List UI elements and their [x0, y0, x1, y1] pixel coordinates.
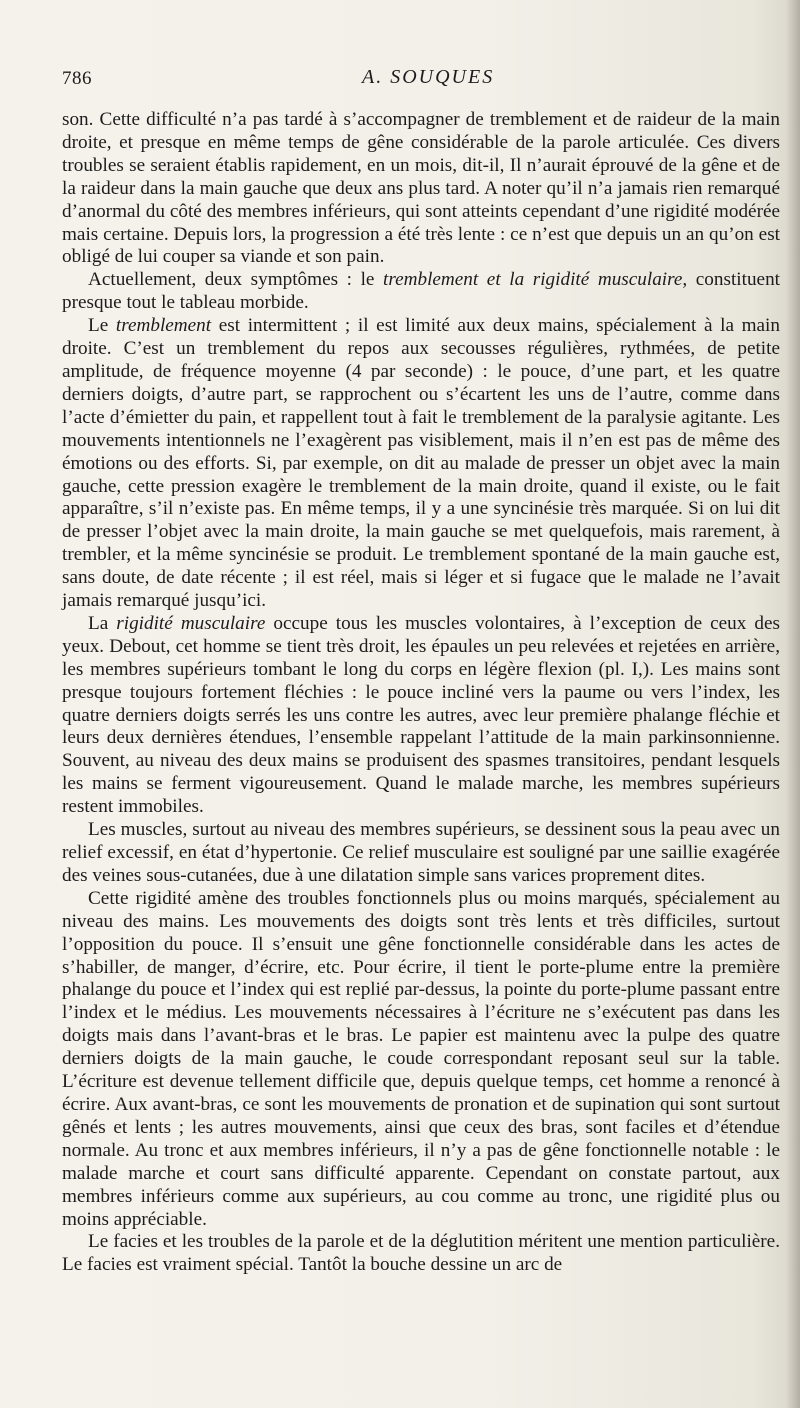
- paragraph: [62, 315, 780, 613]
- body-text: [62, 109, 780, 1277]
- text-run: Les muscles, surtout au niveau des membres supérieurs, se dessinent sous la peau avec un relief excessif, en état d’hypertonie. Ce relief musculaire est souligné par une saillie exagérée des veines sous-cutanées, due à une dilatation simple sans varices proprement dites.: [62, 819, 780, 886]
- paragraph: [62, 819, 780, 888]
- page-edge-shadow: [786, 0, 800, 1408]
- italic-text-run: rigidité musculaire: [116, 612, 266, 634]
- text-run: Actuellement, deux symptômes : le: [88, 269, 384, 291]
- text-run: La: [88, 612, 117, 634]
- paragraph: [62, 613, 780, 819]
- paragraph: [62, 269, 780, 315]
- text-run: occupe tous les muscles volontaires, à l’exception de ceux des yeux. Debout, cet homme se tient très droit, les épaules un peu relevées et rejetées en arrière, les membres supérieurs tombant le long du corps en légère flexion (pl. I,). Les mains sont presque toujours fortement fléchies : le pouce incliné vers la paume ou vers l’index, les quatre derniers doigts serrés les uns contre les autres, avec leur première phalange fléchie et leurs deux dernières étendues, l’ensemble rappelant l’attitude de la main parkinsonnienne. Souvent, au niveau des deux mains se produisent des spasmes transitoires, pendant lesquels les mains se ferment vigoureusement. Quand le malade marche, les membres supérieurs restent immobiles.: [62, 612, 780, 818]
- text-run: son. Cette difficulté n’a pas tardé à s’accompagner de tremblement et de raideur de la main droite, et presque en même temps de gêne considérable de la parole articulée. Ces divers troubles se seraient établis rapidement, en un mois, dit-il, Il n’aurait éprouvé de la gêne et de la raideur dans la main gauche que deux ans plus tard. A noter qu’il n’a jamais rien remarqué d’anormal du côté des membres inférieurs, qui sont atteints cependant d’une rigidité modérée mais certaine. Depuis lors, la progression a été très lente : ce n’est que depuis un an qu’on est obligé de lui couper sa viande et son pain.: [62, 109, 780, 268]
- paragraph: [62, 109, 780, 269]
- paragraph: [62, 1231, 780, 1277]
- page-number: 786: [62, 68, 92, 89]
- text-run: Le facies et les troubles de la parole et de la déglutition méritent une mention particulière. Le facies est vraiment spécial. Tantôt la bouche dessine un arc de: [62, 1231, 780, 1276]
- italic-text-run: tremblement: [115, 315, 212, 337]
- running-head: A. SOUQUES: [362, 66, 495, 88]
- italic-text-run: tremblement et la rigidité musculaire,: [383, 269, 688, 291]
- text-run: est intermittent ; il est limité aux deux mains, spécialement à la main droite. C’est un tremblement du repos aux secousses régulières, rythmées, de petite amplitude, de fréquence moyenne (4 par seconde) : le pouce, d’une part, et les quatre derniers doigts, d’autre part, se rapprochent ou s’écartent les uns de l’autre, comme dans l’acte d’émietter du pain, et rappellent tout à fait le tremblement de la paralysie agitante. Les mouvements intentionnels ne l’exagèrent pas visiblement, mais il n’en est pas de même des émotions ou des efforts. Si, par exemple, on dit au malade de presser un objet avec la main gauche, cette pression exagère le tremblement de la main droite, quand il existe, ou le fait apparaître, s’il n’existe pas. En même temps, il y a une syncinésie très marquée. Si on lui dit de presser l’objet avec la main droite, la main gauche se met quelquefois, mais rarement, à trembler, et la même syncinésie se produit. Le tremblement spontané de la main gauche est, sans doute, de date récente ; il est réel, mais si léger et si fugace que le malade ne l’avait jamais remarqué jusqu’ici.: [62, 315, 780, 612]
- text-run: Cette rigidité amène des troubles fonctionnels plus ou moins marqués, spécialement au niveau des mains. Les mouvements des doigts sont très lents et très difficiles, surtout l’opposition du pouce. Il s’ensuit une gêne fonctionnelle considérable dans les actes de s’habiller, de manger, d’écrire, etc. Pour écrire, il tient le porte-plume entre la première phalange du pouce et l’index qui est replié par-dessus, la pointe du porte-plume passant entre l’index et le médius. Les mouvements nécessaires à l’écriture ne s’exécutent pas dans les doigts mais dans l’avant-bras et le bras. Le papier est maintenu avec la pulpe des quatre derniers doigts de la main gauche, le coude correspondant reposant seul sur la table. L’écriture est devenue tellement difficile que, depuis quelque temps, cet homme a renoncé à écrire. Aux avant-bras, ce sont les mouvements de pronation et de supination qui sont surtout gênés et lents ; les autres mouvements, ainsi que ceux des bras, sont faciles et d’étendue normale. Au tronc et aux membres inférieurs, il n’y a pas de gêne fonctionnelle notable : le malade marche et court sans difficulté apparente. Cependant on constate partout, aux membres inférieurs comme aux supérieurs, au cou comme au tronc, une rigidité plus ou moins appréciable.: [62, 887, 780, 1230]
- text-run: Le: [88, 315, 116, 337]
- paragraph: [62, 888, 780, 1232]
- text-run: constituent presque tout le tableau morbide.: [62, 269, 780, 314]
- page-header: [62, 62, 780, 92]
